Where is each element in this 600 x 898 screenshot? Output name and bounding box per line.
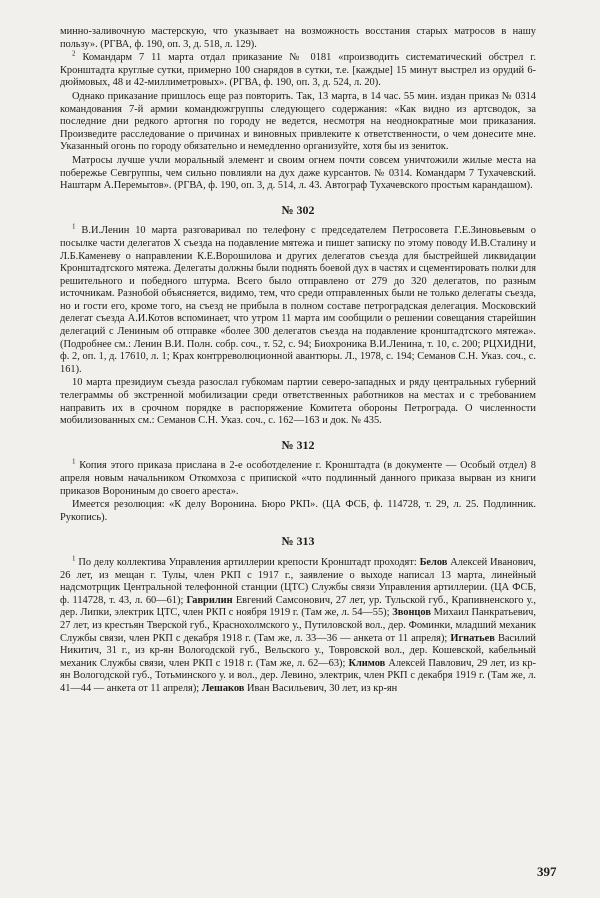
footnote-marker: 2 — [72, 49, 76, 58]
footnote-1 — [60, 222, 536, 376]
footnote-text: Алексей Иванович, 26 лет, из мещан г. Тулы, член РКП с 1917 г., заявление о выходе написал 13 марта, линейный надсмотрщик Центральной телефонной станции (ЦТС) Службы связи Управления артиллерии. (ЦА ФСБ, ф. 114728, т. 43, л. 60—61); — [60, 556, 536, 606]
person-name: Климов — [348, 657, 386, 669]
footnote-text: Василий Никитич, 31 г., из кр-ян Вологодской губ., Вельского у., Товровской вол., дер. Кошевской, кабельный механик Службы связи, член РКП с 1918 г. (Там же, л. 62—63); — [60, 632, 536, 669]
footnote-2 — [60, 49, 536, 90]
person-name: Звонцов — [392, 607, 431, 619]
person-name: Лешаков — [201, 682, 245, 694]
footnote-text: Копия этого приказа прислана в 2-е особотделение г. Кронштадта (в документе — Особый отдел) 8 апреля новым начальником Откомхоза с припиской «что подлинный данного приказа вырван из книги приказов Ворониным до своего ареста». — [60, 460, 536, 497]
footnote-marker: 1 — [72, 554, 76, 563]
footnote-text: Алексей Павлович, 29 лет, из кр-ян Вологодской губ., Тотьминского у. и вол., дер. Левино, электрик, член РКП с декабря 1919 г. (Там же, л. 41—44 — анкета от 11 апреля); — [60, 657, 536, 694]
footnote-marker: 1 — [72, 222, 76, 231]
paragraph: Матросы лучше учли моральный элемент и своим огнем почти совсем уничтожили жилые места на побережье Севгруппы, чем сильно повлияли на дух даже курсантов. № 0314. Командарм 7 Тухачевский. Наштарм А.Перемытов». (РГВА, ф. 190, оп. 3, д. 514, л. 43. Автограф Тухачевского простым карандашом). — [60, 154, 536, 192]
page-number: 397 — [537, 864, 557, 879]
footnote-1 — [60, 554, 536, 696]
person-name: Белов — [419, 556, 448, 568]
footnote-text: В.И.Ленин 10 марта разговаривал по телефону с председателем Петросовета Г.Е.Зиновьевым о посылке части делегатов X съезда на подавление мятежа и пишет записку по этому поводу И.В.Сталину и Л.Б.Каменеву о направлении К.Е.Ворошилова и других делегатов съезда для быстрейшей ликвидации Кронштадтского мятежа. Делегаты должны были поднять боевой дух в частях и сцементировать полки для решительного и победного штурма. Всего было отправлено от 279 до 320 делегатов, по разным источникам. Разнобой объясняется, видимо, тем, что среди отправленных были не только делегаты съезда, но и гости его, кроме того, на съезд не прибыла в полном составе петроградская делегация. Московский делегат съезда А.И.Котов вспоминает, что утром 11 марта им сообщили о решении совещания старейшин делегаций с Лениным об отправке «более 300 делегатов съезда на подавление кронштадтского мятежа». (Подробнее см.: Ленин В.И. Полн. собр. соч., т. 52, с. 94; Биохроника В.И.Ленина, т. 10, с. 200; РЦХИДНИ, ф. 2, оп. 1, д. 17610, л. 1; Крах контрреволюционной авантюры. Л., 1978, с. 194; Семанов С.Н. Указ. соч., с. 161). — [60, 225, 536, 375]
footnote-text: Иван Васильевич, 30 лет, из кр-ян — [244, 682, 398, 694]
person-name: Игнатьев — [450, 632, 495, 644]
section-heading-312: № 312 — [281, 437, 315, 452]
footnote-text: Михаил Панкратьевич, 27 лет, из крестьян Тверской губ., Краснохолмского у., Путиловской вол., дер. Фоминки, младший механик Службы связи, член РКП с декабря 1918 г. (Там же, л. 33—36 — анкета от 11 апреля); — [60, 607, 536, 644]
section-heading-302: № 302 — [281, 202, 315, 217]
section-heading-313: № 313 — [281, 534, 315, 549]
person-name: Гаврилин — [186, 594, 233, 606]
paragraph: Имеется резолюция: «К делу Воронина. Бюро РКП». (ЦА ФСБ, ф. 114728, т. 29, л. 25. Подлинник. Рукопись). — [60, 499, 536, 523]
footnote-marker: 1 — [72, 457, 76, 466]
paragraph: Однако приказание пришлось еще раз повторить. Так, 13 марта, в 14 час. 55 мин. издан приказ № 0314 командования 7-й армии командюжгруппы следующего содержания: «Как видно из артсводок, за последние дни редкого артогня по городу не ведется, несмотря на неоднократные мои приказания. Произведите расследование о причинах и виновных привлеките к ответственности, о чем донесите мне. Указанный огонь по городу обязательно и немедленно организуйте, хотя бы из зениток. — [60, 90, 536, 153]
footnote-text: По делу коллектива Управления артиллерии крепости Кронштадт проходят: — [75, 556, 420, 568]
footnote-1 — [60, 457, 536, 498]
page-body — [60, 26, 536, 697]
footnote-text: Командарм 7 11 марта отдал приказание № 0181 «производить систематический обстрел г. Кронштадта круглые сутки, примерно 100 снарядов в сутки, т.е. [каждые] 15 минут выстрел из орудий 6-дюймовых, 48 и 42-миллиметровых». (РГВА, ф. 190, оп. 3, д. 524, л. 20). — [60, 52, 536, 89]
paragraph: минно-заливочную мастерскую, что указывает на возможность восстания старых матросов в нашу пользу». (РГВА, ф. 190, оп. 3, д. 518, л. 129). — [60, 26, 536, 50]
paragraph: 10 марта президиум съезда разослал губкомам партии северо-западных и ряду центральных губерний телеграммы об экстренной мобилизации среди ответственных работников на местах и с требованием направить их в срочном порядке в распоряжение Комитета обороны Петрограда. О численности мобилизованных см.: Семанов С.Н. Указ. соч., с. 162—163 и док. № 435. — [60, 377, 536, 427]
footnote-text: Евгений Самсонович, 27 лет, ур. Тульской губ., Крапивненского у., дер. Липки, электрик ЦТС, член РКП с ноября 1919 г. (Там же, л. 54—55); — [60, 594, 536, 619]
